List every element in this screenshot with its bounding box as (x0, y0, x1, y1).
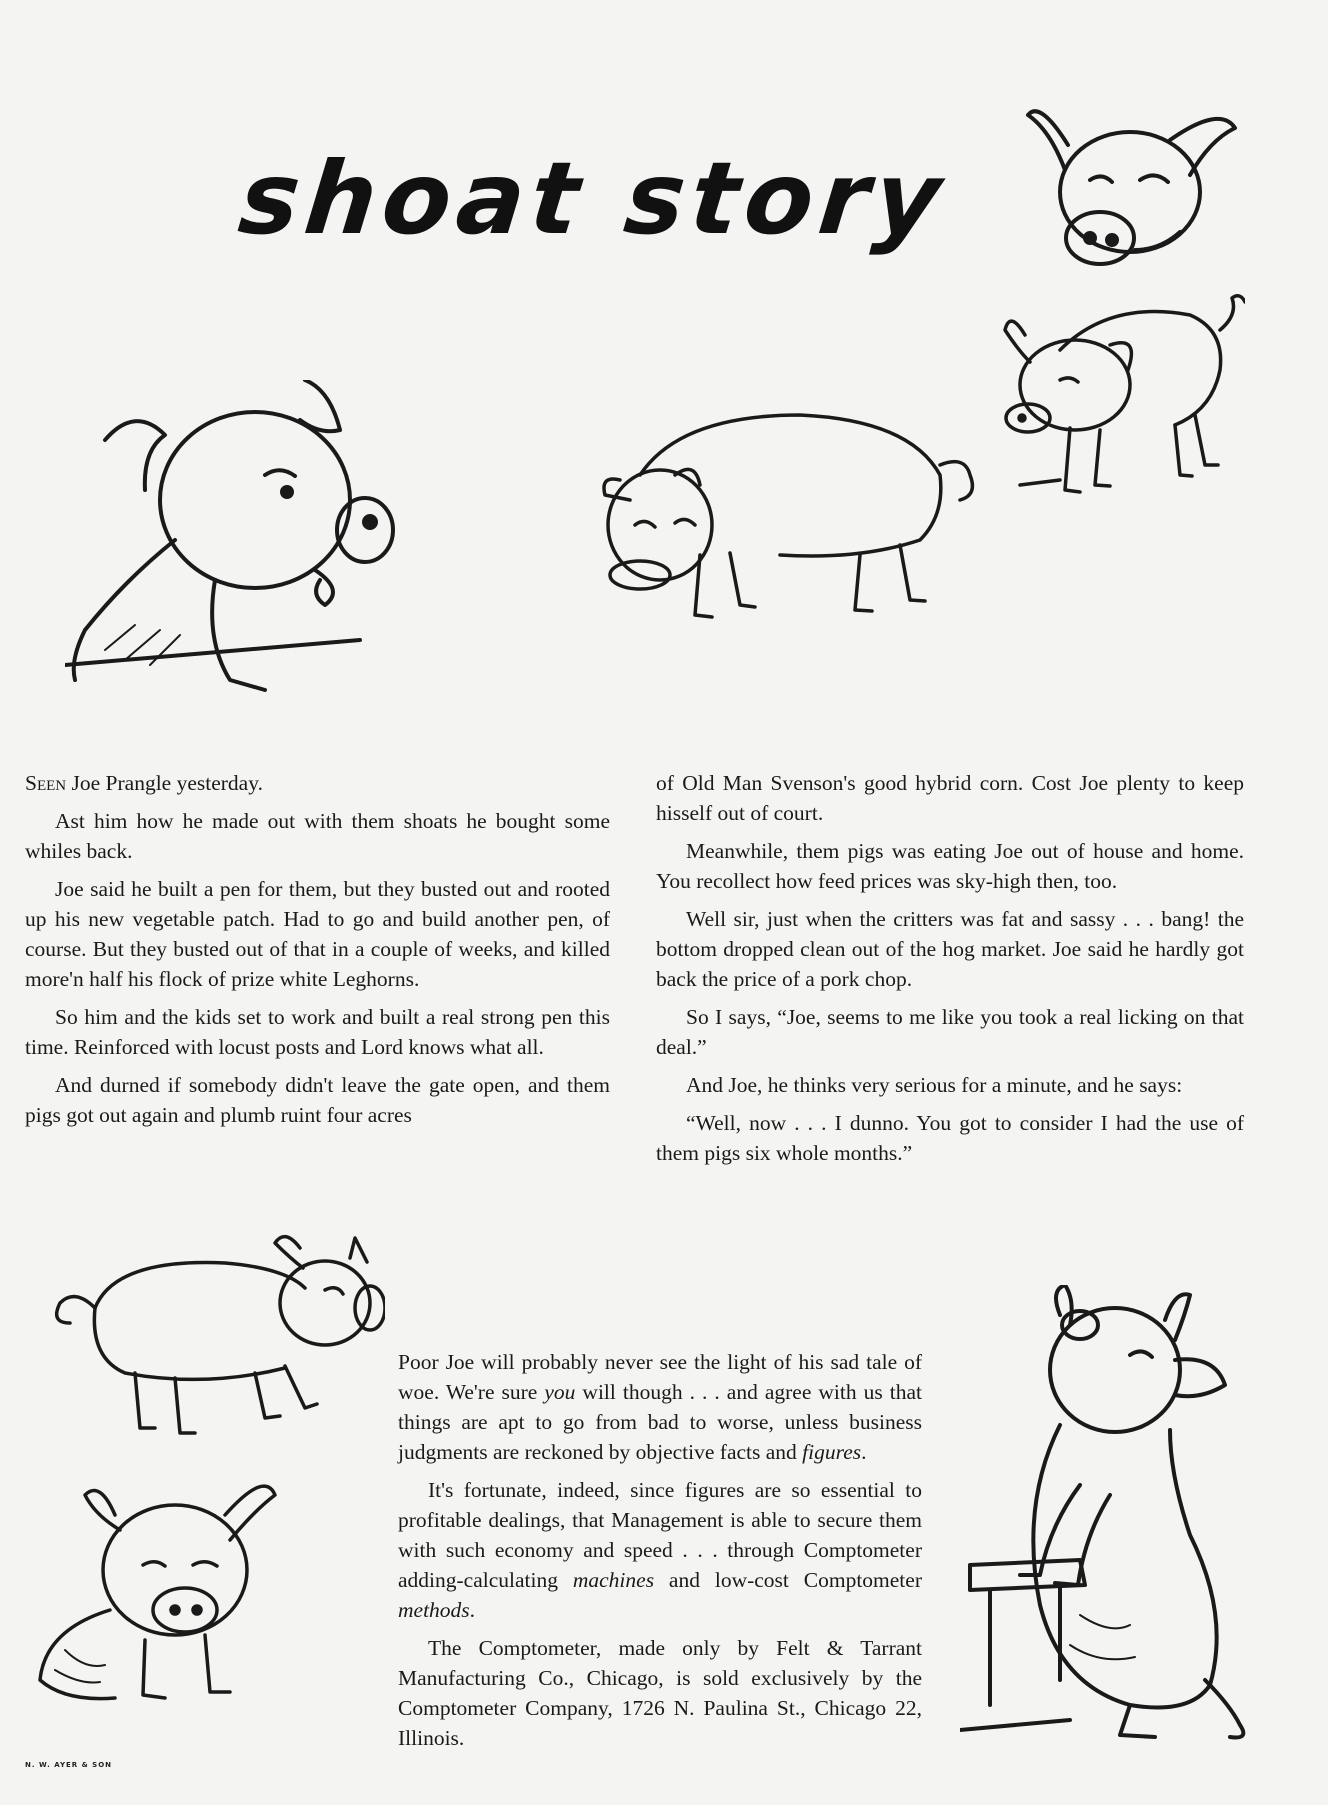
story-paragraph: So I says, “Joe, seems to me like you took a real licking on that deal.” (656, 1005, 1244, 1059)
running-pig-icon (45, 1228, 385, 1448)
ad-paragraph: Poor Joe will probably never see the light of his sad tale of woe. We're sure you will though . . . and agree with us that things are apt to go from bad to worse, unless business judgments are reckoned by objective facts and figures. (398, 1350, 922, 1464)
emphasis: figures (802, 1440, 862, 1464)
emphasis: methods (398, 1598, 470, 1622)
ad-copy (398, 1347, 922, 1761)
story-paragraph: Well sir, just when the critters was fat and sassy . . . bang! the bottom dropped clean out of the hog market. Joe said he hardly got back the price of a pork chop. (656, 907, 1244, 991)
ad-paragraph: The Comptometer, made only by Felt & Tarrant Manufacturing Co., Chicago, is sold exclusively by the Comptometer Company, 1726 N. Paulina St., Chicago 22, Illinois. (398, 1636, 922, 1750)
story-paragraph: Ast him how he made out with them shoats he bought some whiles back. (25, 809, 610, 863)
story-lead-word: Seen (25, 771, 67, 795)
emphasis: you (544, 1380, 576, 1404)
walking-pig-icon (600, 405, 980, 635)
page-title: shoat story (233, 140, 953, 257)
story-paragraph: Joe said he built a pen for them, but they busted out and rooted up his new vegetable patch. Had to go and build another pen, of course. But they busted out of that in a couple of weeks, and killed more'n half his flock of prize white Leghorns. (25, 877, 610, 991)
story-column-left (25, 768, 610, 1138)
story-paragraph: Meanwhile, them pigs was eating Joe out of house and home. You recollect how feed prices was sky-high then, too. (656, 839, 1244, 893)
story-paragraph: And durned if somebody didn't leave the gate open, and them pigs got out again and plumb ruint four acres (25, 1073, 610, 1127)
story-paragraph: of Old Man Svenson's good hybrid corn. Cost Joe plenty to keep hisself out of court. (656, 771, 1244, 825)
emphasis: machines (572, 1568, 655, 1592)
pig-over-fence-icon (65, 380, 395, 710)
standing-pig-icon (1000, 290, 1245, 510)
story-paragraph: “Well, now . . . I dunno. You got to consider I had the use of them pigs six whole months.” (656, 1111, 1244, 1165)
story-paragraph: So him and the kids set to work and built a real strong pen this time. Reinforced with locust posts and Lord knows what all. (25, 1005, 610, 1059)
agency-credit: N. W. AYER & SON (25, 1761, 113, 1769)
story-column-right (656, 768, 1244, 1176)
begging-pig-icon (960, 1285, 1250, 1745)
story-text: Joe Prangle yesterday. (66, 771, 263, 795)
sitting-pig-icon (25, 1470, 285, 1705)
story-paragraph (25, 768, 610, 798)
ad-paragraph: It's fortunate, indeed, since figures are so essential to profitable dealings, that Management is able to secure them with such economy and speed . . . through Comptometer adding-calculating machines and low-cost Comptometer methods. (398, 1478, 922, 1622)
story-paragraph: And Joe, he thinks very serious for a minute, and he says: (686, 1073, 1183, 1097)
pig-head-icon (1020, 100, 1240, 275)
